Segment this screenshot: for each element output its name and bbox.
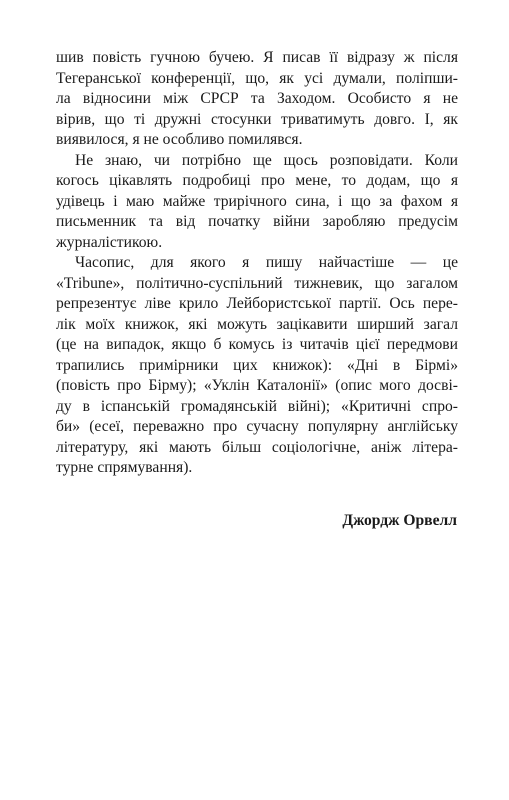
text-line: трапились примірники цих книжок): «Дні в Бірмі» xyxy=(56,356,458,374)
text-line: би» (есеї, переважно про сучасну популярну англійську xyxy=(56,418,458,435)
text-line: письменник та від початку війни заробляю предусім xyxy=(56,213,458,230)
body-text xyxy=(56,48,458,479)
text-line: Не знаю, чи потрібно ще щось розповідати. Коли xyxy=(75,151,458,169)
text-line: репрезентує ліве крило Лейбористської партії. Ось пере- xyxy=(56,295,458,312)
text-line: вірив, що ті дружні стосунки триватимуть довго. І, як xyxy=(56,110,458,128)
text-line: Тегеранської конференції, що, як усі думали, поліпши- xyxy=(56,69,458,87)
text-line: когось цікавлять подробиці про мене, то додам, що я xyxy=(56,172,458,189)
paragraph-3 xyxy=(56,253,458,479)
text-line: Часопис, для якого я пишу найчастіше — це xyxy=(75,254,458,271)
text-line: ду в іспанській громадянській війні); «Критичні спро- xyxy=(56,397,458,415)
paragraph-2 xyxy=(56,151,458,254)
text-line: літературу, які мають більш соціологічне, аніж літера- xyxy=(56,438,458,456)
text-line: (повість про Бірму); «Уклін Каталонії» (опис мого досві- xyxy=(56,377,458,394)
text-line: виявилося, я не особливо помилявся. xyxy=(56,131,303,148)
paragraph-1 xyxy=(56,48,458,151)
text-line: ла відносини між СРСР та Заходом. Особисто я не xyxy=(56,90,458,107)
text-line: журналістикою. xyxy=(56,233,163,251)
text-line: удівець і маю майже трирічного сина, і що за фахом я xyxy=(56,192,458,210)
text-line: (це на випадок, якщо б комусь із читачів цієї передмови xyxy=(56,336,458,353)
author-signature: Джордж Орвелл xyxy=(342,512,457,529)
text-line: лік моїх книжок, які можуть зацікавити ширший загал xyxy=(56,315,458,333)
text-line: турне спрямування). xyxy=(56,459,193,476)
text-line: шив повість гучною бучею. Я писав її відразу ж після xyxy=(56,49,458,66)
text-line: «Tribune», політично-суспільний тижневик, що загалом xyxy=(56,274,458,292)
